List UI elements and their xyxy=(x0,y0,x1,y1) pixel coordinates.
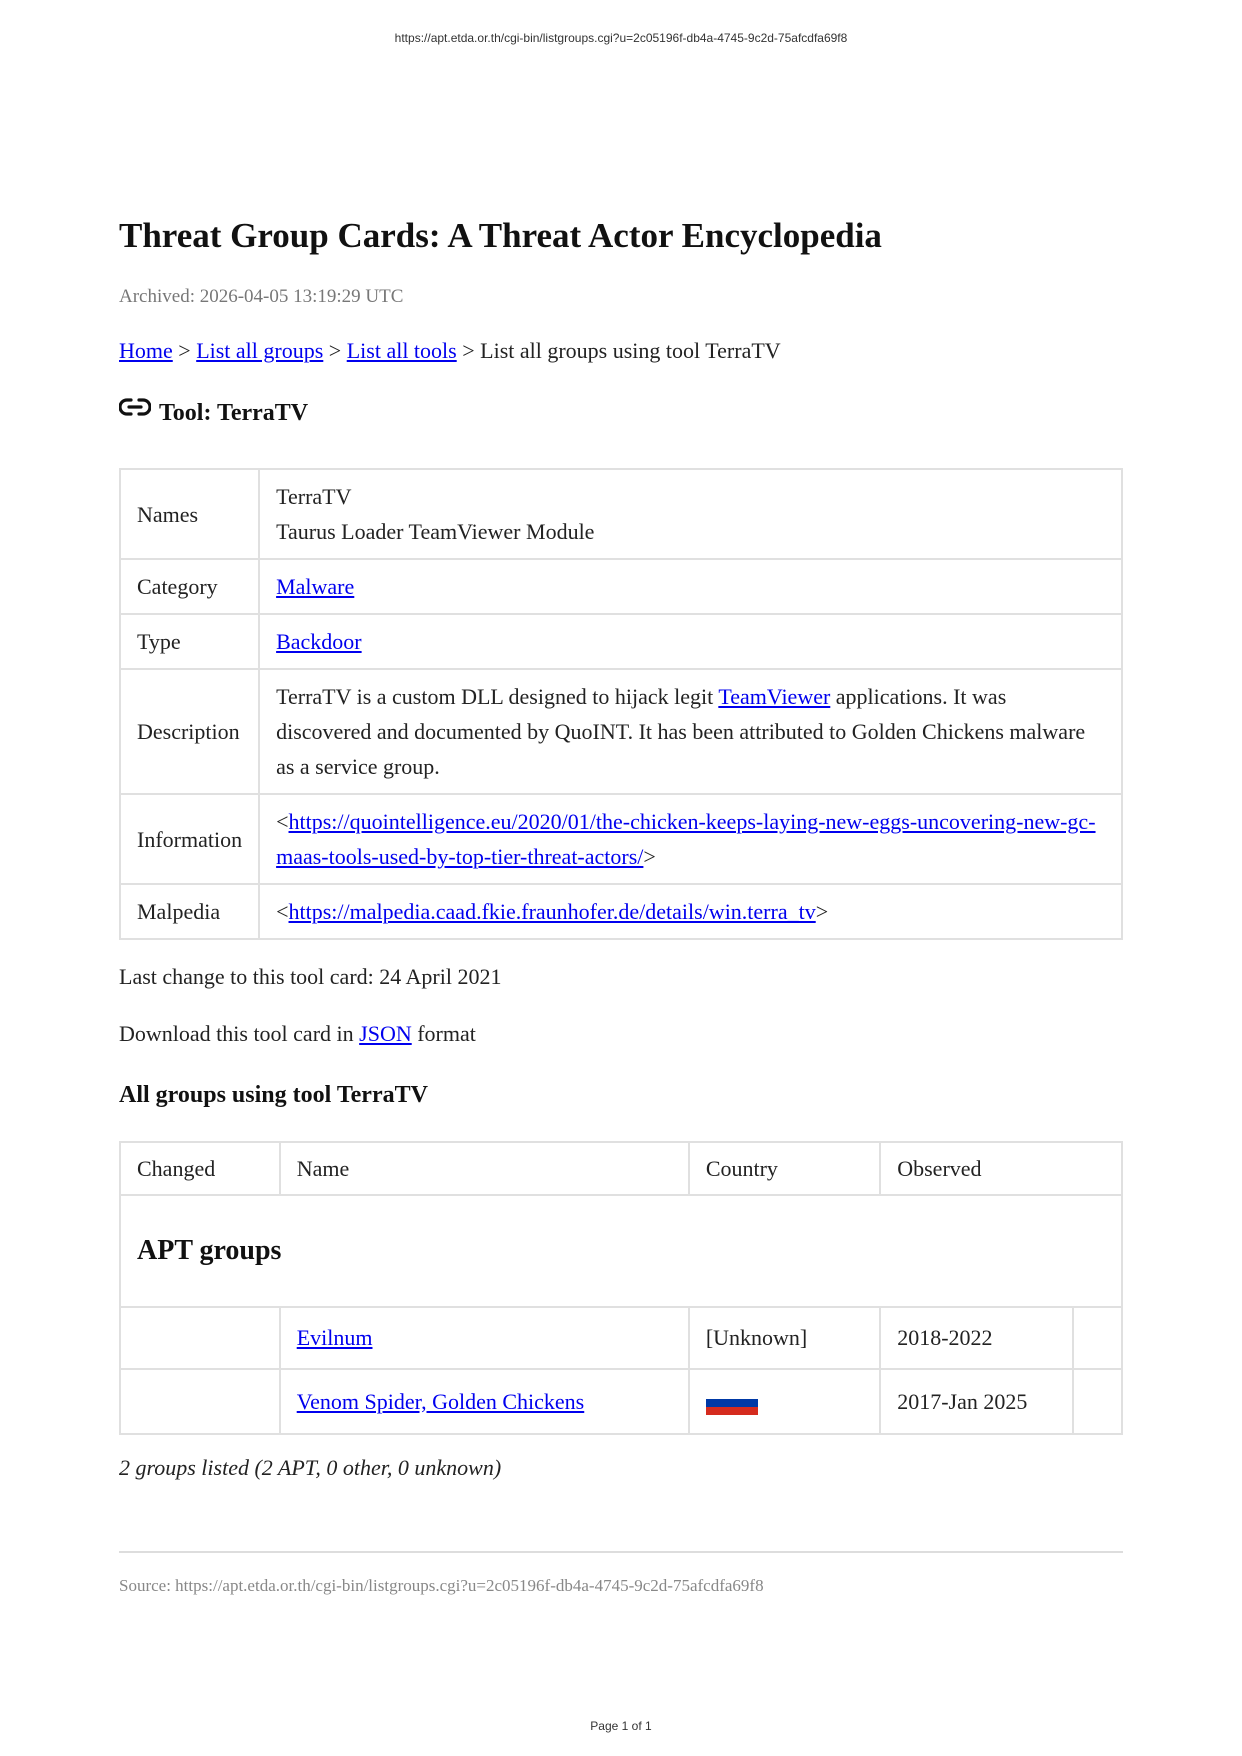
tool-heading xyxy=(119,400,308,427)
download-text-end: format xyxy=(411,1021,476,1046)
bracket-open: < xyxy=(276,899,289,924)
name-cell xyxy=(280,1369,689,1434)
information-value xyxy=(259,794,1122,884)
description-label: Description xyxy=(120,669,259,794)
malpedia-value xyxy=(259,884,1122,939)
flag-stripe-blue xyxy=(706,1399,758,1407)
changed-cell xyxy=(120,1369,280,1434)
breadcrumb-separator: > xyxy=(462,338,475,363)
observed-cell: 2017-Jan 2025 xyxy=(880,1369,1073,1434)
malpedia-label: Malpedia xyxy=(120,884,259,939)
section-apt-groups: APT groups xyxy=(120,1195,1122,1307)
empty-cell xyxy=(1073,1369,1122,1434)
source-line: Source: https://apt.etda.or.th/cgi-bin/listgroups.cgi?u=2c05196f-db4a-4745-9c2d-75afcdfa69f8 xyxy=(119,1576,764,1595)
information-label: Information xyxy=(120,794,259,884)
table-row xyxy=(120,1307,1122,1369)
breadcrumb xyxy=(119,338,781,364)
column-header-changed: Changed xyxy=(120,1142,280,1195)
breadcrumb-current: List all groups using tool TerraTV xyxy=(480,338,781,363)
type-value xyxy=(259,614,1122,669)
bracket-open: < xyxy=(276,809,289,834)
last-change: Last change to this tool card: 24 April 2021 xyxy=(119,964,502,989)
description-text-start: TerraTV is a custom DLL designed to hijack legit xyxy=(276,684,719,709)
browser-url: https://apt.etda.or.th/cgi-bin/listgroups.cgi?u=2c05196f-db4a-4745-9c2d-75afcdfa69f8 xyxy=(394,31,848,45)
tool-info-table xyxy=(119,468,1123,940)
groups-header-row xyxy=(120,1142,1122,1195)
flag-stripe-red xyxy=(706,1407,758,1415)
names-row xyxy=(120,469,1122,559)
link-icon xyxy=(119,397,151,417)
names-label: Names xyxy=(120,469,259,559)
information-link[interactable]: https://quointelligence.eu/2020/01/the-chicken-keeps-laying-new-eggs-uncovering-new-gc-maas-tools-used-by-top-tier-threat-actors/ xyxy=(276,809,1096,869)
description-text-end: applications. It was discovered and documented by QuoINT. It has been attributed to Golden Chickens malware as a service group. xyxy=(276,684,1086,779)
russia-flag-icon xyxy=(706,1391,758,1415)
breadcrumb-separator: > xyxy=(328,338,342,363)
category-label: Category xyxy=(120,559,259,614)
country-cell xyxy=(689,1369,880,1434)
column-header-observed: Observed xyxy=(880,1142,1122,1195)
category-value xyxy=(259,559,1122,614)
column-header-name: Name xyxy=(280,1142,689,1195)
tool-heading-text: Tool: TerraTV xyxy=(159,400,309,426)
empty-cell xyxy=(1073,1307,1122,1369)
malpedia-row xyxy=(120,884,1122,939)
page-number: Page 1 of 1 xyxy=(590,1719,652,1733)
breadcrumb-tools-link[interactable]: List all tools xyxy=(346,338,457,363)
malpedia-link[interactable]: https://malpedia.caad.fkie.fraunhofer.de/details/win.terra_tv xyxy=(288,899,816,924)
breadcrumb-home-link[interactable]: Home xyxy=(119,338,173,363)
groups-summary: 2 groups listed (2 APT, 0 other, 0 unknown) xyxy=(119,1455,502,1480)
description-value xyxy=(259,669,1122,794)
groups-heading: All groups using tool TerraTV xyxy=(119,1082,428,1108)
section-row xyxy=(120,1195,1122,1307)
type-row xyxy=(120,614,1122,669)
name-primary: TerraTV xyxy=(276,484,352,509)
download-text-start: Download this tool card in xyxy=(119,1021,360,1046)
type-label: Type xyxy=(120,614,259,669)
observed-cell: 2018-2022 xyxy=(880,1307,1073,1369)
table-row xyxy=(120,1369,1122,1434)
json-download-link[interactable]: JSON xyxy=(359,1021,412,1046)
category-link[interactable]: Malware xyxy=(276,574,355,599)
changed-cell xyxy=(120,1307,280,1369)
column-header-country: Country xyxy=(689,1142,880,1195)
breadcrumb-groups-link[interactable]: List all groups xyxy=(196,338,324,363)
group-link-venom-spider[interactable]: Venom Spider, Golden Chickens xyxy=(296,1388,585,1414)
name-cell xyxy=(280,1307,689,1369)
download-line xyxy=(119,1021,476,1047)
groups-table xyxy=(119,1141,1123,1435)
information-row xyxy=(120,794,1122,884)
description-row xyxy=(120,669,1122,794)
breadcrumb-separator: > xyxy=(178,338,191,363)
group-link-evilnum[interactable]: Evilnum xyxy=(296,1325,373,1350)
names-value xyxy=(259,469,1122,559)
footer-divider xyxy=(119,1551,1123,1553)
name-alias: Taurus Loader TeamViewer Module xyxy=(276,519,595,544)
bracket-close: > xyxy=(815,899,829,924)
teamviewer-link[interactable]: TeamViewer xyxy=(718,684,831,709)
type-link[interactable]: Backdoor xyxy=(276,629,362,654)
archived-timestamp: Archived: 2026-04-05 13:19:29 UTC xyxy=(119,286,404,307)
category-row xyxy=(120,559,1122,614)
flag-stripe-white xyxy=(706,1391,758,1399)
country-cell: [Unknown] xyxy=(689,1307,880,1369)
bracket-close: > xyxy=(643,844,656,869)
page-title: Threat Group Cards: A Threat Actor Encyclopedia xyxy=(119,216,882,255)
